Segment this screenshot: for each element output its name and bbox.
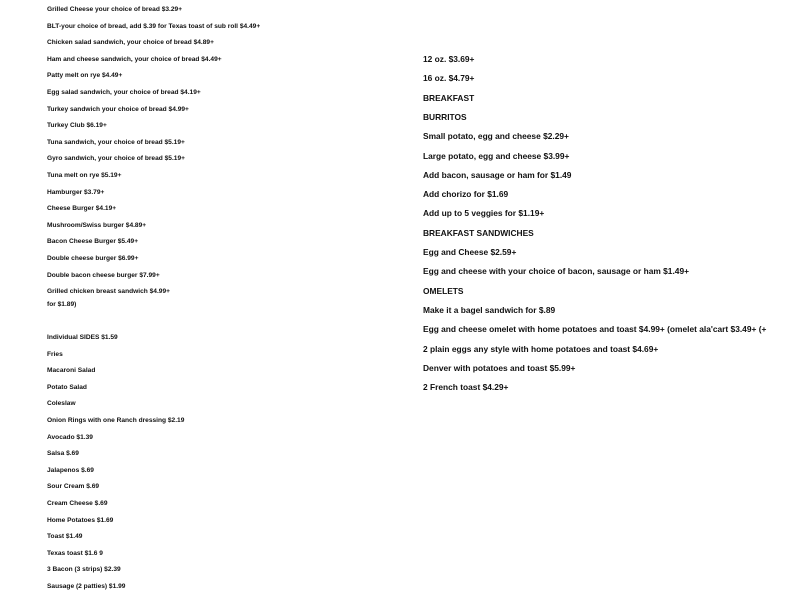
menu-item: Salsa $.69 (47, 450, 79, 457)
menu-section-heading: BURRITOS (423, 112, 467, 122)
menu-item: Tuna melt on rye $5.19+ (47, 172, 122, 179)
menu-item: Ham and cheese sandwich, your choice of bread $4.49+ (47, 56, 222, 63)
menu-item: Egg and Cheese $2.59+ (423, 247, 517, 257)
menu-item: 2 plain eggs any style with home potatoes and toast $4.69+ (423, 344, 659, 354)
menu-item: Egg salad sandwich, your choice of bread $4.19+ (47, 89, 201, 96)
menu-item: Cheese Burger $4.19+ (47, 205, 117, 212)
menu-item: Grilled chicken breast sandwich $4.99+ (47, 288, 170, 295)
menu-item: Coleslaw (47, 400, 76, 407)
menu-item: Small potato, egg and cheese $2.29+ (423, 131, 569, 141)
menu-section-heading: BREAKFAST SANDWICHES (423, 228, 534, 238)
menu-item: Macaroni Salad (47, 367, 96, 374)
menu-section-heading: BREAKFAST (423, 93, 475, 103)
menu-item: 16 oz. $4.79+ (423, 73, 475, 83)
menu-item: Sausage (2 patties) $1.99 (47, 583, 126, 590)
menu-item: Cream Cheese $.69 (47, 500, 108, 507)
menu-item: Avocado $1.39 (47, 434, 93, 441)
menu-item: Add up to 5 veggies for $1.19+ (423, 208, 545, 218)
menu-item: Hamburger $3.79+ (47, 189, 105, 196)
menu-item: Toast $1.49 (47, 533, 83, 540)
menu-item: Grilled Cheese your choice of bread $3.29+ (47, 6, 183, 13)
menu-item: BLT-your choice of bread, add $.39 for Texas toast of sub roll $4.49+ (47, 23, 261, 30)
menu-item: Turkey sandwich your choice of bread $4.99+ (47, 106, 189, 113)
menu-section-heading: OMELETS (423, 286, 464, 296)
menu-item: Texas toast $1.6 9 (47, 550, 103, 557)
menu-item: Sour Cream $.69 (47, 483, 100, 490)
menu-item: Tuna sandwich, your choice of bread $5.19+ (47, 139, 185, 146)
menu-item: 12 oz. $3.69+ (423, 54, 475, 64)
menu-item: for $1.89) (47, 301, 77, 308)
menu-item: Turkey Club $6.19+ (47, 122, 107, 129)
menu-item: 3 Bacon (3 strips) $2.39 (47, 566, 121, 573)
menu-section-heading: Individual SIDES $1.59 (47, 334, 118, 341)
menu-item: Double bacon cheese burger $7.99+ (47, 272, 160, 279)
menu-item: Make it a bagel sandwich for $.89 (423, 305, 556, 315)
menu-item: Jalapenos $.69 (47, 467, 94, 474)
menu-item: Potato Salad (47, 384, 87, 391)
menu-item: Fries (47, 351, 63, 358)
menu-item: Add bacon, sausage or ham for $1.49 (423, 170, 572, 180)
menu-item: Home Potatoes $1.69 (47, 517, 114, 524)
menu-item: Chicken salad sandwich, your choice of bread $4.89+ (47, 39, 214, 46)
menu-item: Bacon Cheese Burger $5.49+ (47, 238, 139, 245)
menu-item: Egg and cheese omelet with home potatoes and toast $4.99+ (omelet ala'cart $3.49+ (+ (423, 324, 767, 334)
menu-item: Denver with potatoes and toast $5.99+ (423, 363, 576, 373)
menu-item: Large potato, egg and cheese $3.99+ (423, 151, 570, 161)
menu-item: 2 French toast $4.29+ (423, 382, 509, 392)
menu-item: Onion Rings with one Ranch dressing $2.19 (47, 417, 185, 424)
menu-item: Double cheese burger $6.99+ (47, 255, 139, 262)
menu-item: Patty melt on rye $4.49+ (47, 72, 123, 79)
menu-item: Gyro sandwich, your choice of bread $5.19+ (47, 155, 185, 162)
menu-item: Egg and cheese with your choice of bacon, sausage or ham $1.49+ (423, 266, 689, 276)
menu-item: Add chorizo for $1.69 (423, 189, 509, 199)
menu-item: Mushroom/Swiss burger $4.89+ (47, 222, 147, 229)
